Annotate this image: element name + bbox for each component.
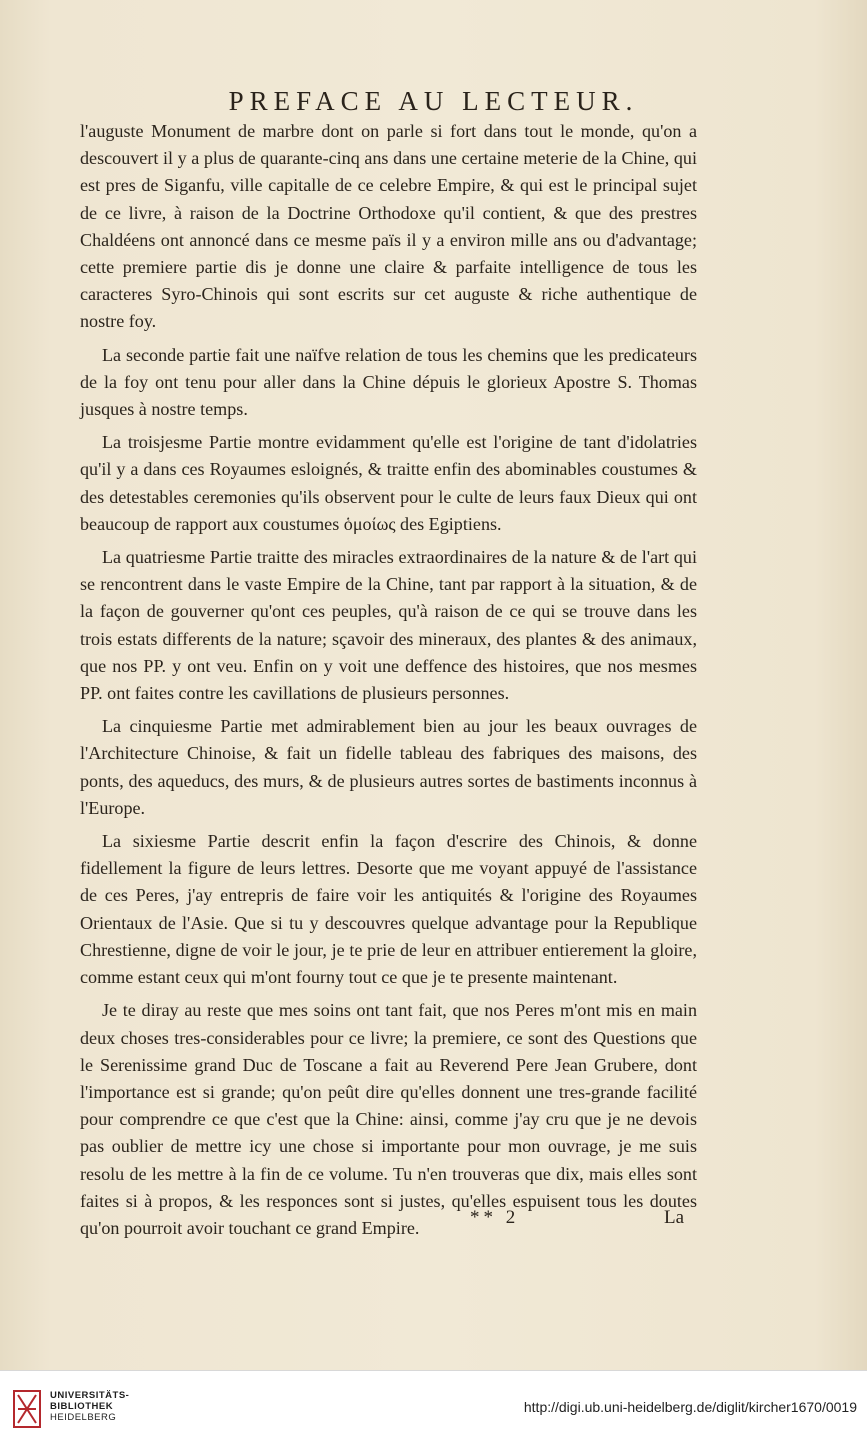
- logo-line-3: HEIDELBERG: [50, 1412, 117, 1423]
- catchword: La: [664, 1207, 685, 1228]
- paragraph-2: La seconde partie fait une naïfve relation de tous les chemins que les predicateurs de la foy ont tenu pour aller dans la Chine dépuis le glorieux Apostre S. Thomas jusques à nostre temps.: [80, 344, 697, 420]
- library-logo-text[interactable]: [50, 1390, 129, 1423]
- viewer-footer-bar: [0, 1370, 867, 1446]
- paragraph-3: La troisjesme Partie montre evidamment qu'elle est l'origine de tant d'idolatries qu'il y a dans ces Royaumes esloignés, & traitte enfin des abominables coustumes & des detestables ceremonies qu'ils observent pour le culte de leurs faux Dieux qui ont beaucoup de rapport aux coustumes ὁμοίως des Egiptiens.: [80, 432, 697, 534]
- signature-mark: ** 2: [470, 1207, 520, 1228]
- library-logo-icon[interactable]: [12, 1389, 42, 1429]
- page-header: PREFACE AU LECTEUR.: [228, 86, 639, 116]
- body-text: [80, 118, 697, 1248]
- paragraph-5: La cinquiesme Partie met admirablement bien au jour les beaux ouvrages de l'Architecture Chinoise, & fait un fidelle tableau des fabriques des maisons, des ponts, des aqueducs, des murs, & de plusieurs autres sortes de bastiments inconnus à l'Europe.: [80, 716, 697, 818]
- logo-line-2: BIBLIOTHEK: [50, 1401, 114, 1412]
- paragraph-1: l'auguste Monument de marbre dont on parle si fort dans tout le monde, qu'on a descouvert il y a plus de quarante-cinq ans dans une certaine meterie de la Chine, qui est pres de Siganfu, ville capitalle de ce celebre Empire, & qui est le principal sujet de ce livre, à raison de la Doctrine Orthodoxe qu'il contient, & que des prestres Chaldéens ont annoncé dans ce mesme païs il y a environ mille ans ou d'advantage; cette premiere partie dis je donne une claire & parfaite intelligence de tous les caracteres Syro-Chinois qui sont escrits sur cet auguste & riche authentique de nostre foy.: [80, 121, 697, 332]
- permalink-url[interactable]: http://digi.ub.uni-heidelberg.de/diglit/kircher1670/0019: [523, 1399, 857, 1415]
- paragraph-4: La quatriesme Partie traitte des miracles extraordinaires de la nature & de l'art qui se rencontrent dans le vaste Empire de la Chine, tant par rapport à la situation, & de la façon de gouverner qu'ont ces peuples, qu'à raison de ce qui se trouve dans les trois estats differents de la nature; sçavoir des mineraux, des plantes & des animaux, que nos PP. y ont veu. Enfin on y voit une deffence des histoires, que nos mesmes PP. ont faites contre les cavillations de plusieurs personnes.: [80, 547, 697, 704]
- paragraph-6: La sixiesme Partie descrit enfin la façon d'escrire des Chinois, & donne fidellement la figure de leurs lettres. Desorte que me voyant appuyé de l'assistance de ces Peres, j'ay entrepris de faire voir les antiquités & l'origine des Royaumes Orientaux de l'Asie. Que si tu y descouvres quelque advantage pour la Republique Chrestienne, digne de voir le jour, je te prie de leur en attribuer entierement la gloire, comme estant ceux qui m'ont fourny tout ce que je te presente maintenant.: [80, 831, 697, 988]
- paragraph-7: Je te diray au reste que mes soins ont tant fait, que nos Peres m'ont mis en main deux choses tres-considerables pour ce livre; la premiere, ce sont des Questions que le Serenissime grand Duc de Toscane a fait au Reverend Pere Jean Grubere, dont l'importance est si grande; qu'on peût dire qu'elles donnent une tres-grande facilité pour comprendre ce que c'est que la Chine: ainsi, comme j'ay cru que je ne devois pas oublier de mettre icy une chose si importante pour mon ouvrage, je me suis resolu de les mettre à la fin de ce volume. Tu n'en trouveras que dix, mais elles sont faites si à propos, & les responces sont si justes, qu'elles espuisent tous les doutes qu'on pourroit avoir touchant ce grand Empire.: [80, 1000, 697, 1238]
- logo-line-1: UNIVERSITÄTS-: [50, 1390, 130, 1401]
